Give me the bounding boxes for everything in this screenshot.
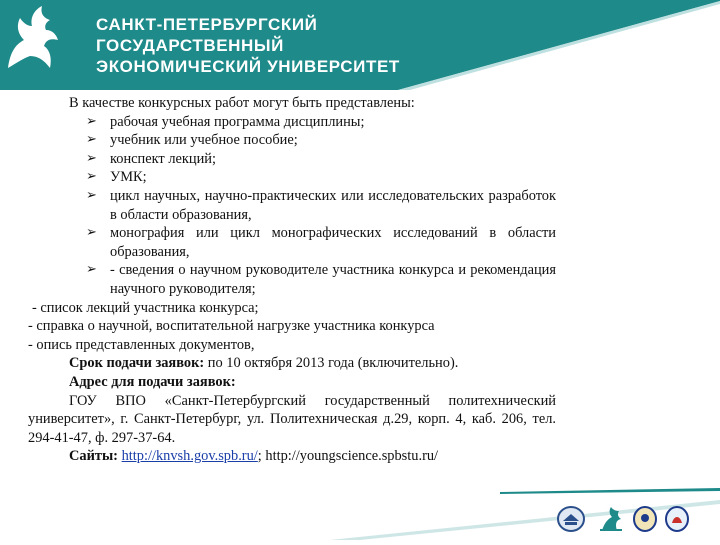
address-paragraph: ГОУ ВПО «Санкт-Петербургский государственный политехнический университет», г. Санкт-Петербург, ул. Политехническая д.29, корп. 4, каб. 206, тел. 294-41-47, ф. 297-37-64. — [28, 392, 556, 446]
arrow-bullet-icon: ➢ — [86, 225, 97, 241]
site-text-youngscience: http://youngscience.spbstu.ru/ — [265, 448, 439, 465]
university-name-line: САНКТ-ПЕТЕРБУРГСКИЙ — [96, 15, 318, 34]
partner-emblem-icon — [632, 505, 658, 533]
arrow-bullet-icon: ➢ — [86, 262, 97, 278]
list-item: ➢ учебник или учебное пособие; — [86, 132, 298, 149]
list-item: ➢ УМК; — [86, 169, 147, 186]
university-name — [96, 14, 400, 77]
intro-paragraph: В качестве конкурсных работ могут быть представлены: — [69, 95, 415, 111]
list-item: ➢ рабочая учебная программа дисциплины; — [86, 113, 365, 130]
arrow-bullet-icon: ➢ — [86, 113, 97, 129]
list-item: ➢ цикл научных, научно-практических или исследовательских разработок в области образования, — [86, 187, 556, 223]
dash-item: - опись представленных документов, — [28, 336, 255, 353]
arrow-bullet-icon: ➢ — [86, 132, 97, 148]
list-item: ➢ монография или цикл монографических исследований в области образования, — [86, 225, 556, 260]
university-name-line: ЭКОНОМИЧЕСКИЙ УНИВЕРСИТЕТ — [96, 57, 400, 76]
deadline-line — [28, 354, 556, 373]
deadline-label: Срок подачи заявок: — [69, 355, 205, 372]
griffin-logo-icon — [0, 0, 62, 72]
sites-label: Сайты: — [69, 448, 118, 465]
site-link-knvsh[interactable]: http://knvsh.gov.spb.ru/ — [121, 448, 258, 465]
address-heading: Адрес для подачи заявок: — [69, 373, 236, 390]
sites-line: Сайты: http://knvsh.gov.spb.ru/; http://youngscience.spbstu.ru/ — [69, 448, 439, 465]
university-emblem-icon — [556, 505, 586, 533]
header-banner — [0, 0, 720, 90]
deadline-value: по 10 октября 2013 года (включительно). — [207, 355, 459, 372]
list-item: ➢ конспект лекций; — [86, 150, 216, 167]
arrow-bullet-icon: ➢ — [86, 150, 97, 166]
griffin-emblem-icon — [596, 505, 626, 533]
document-body — [28, 94, 556, 466]
arrow-bullet-icon: ➢ — [86, 169, 97, 185]
arrow-bullet-icon: ➢ — [86, 187, 97, 203]
partner-emblem-icon — [664, 505, 690, 533]
university-name-line: ГОСУДАРСТВЕННЫЙ — [96, 36, 284, 55]
dash-item: - справка о научной, воспитательной нагрузке участника конкурса — [28, 318, 435, 335]
list-item: ➢ - сведения о научном руководителе участника конкурса и рекомендация научного руководителя; — [86, 262, 556, 297]
dash-item: - список лекций участника конкурса; — [32, 299, 259, 316]
